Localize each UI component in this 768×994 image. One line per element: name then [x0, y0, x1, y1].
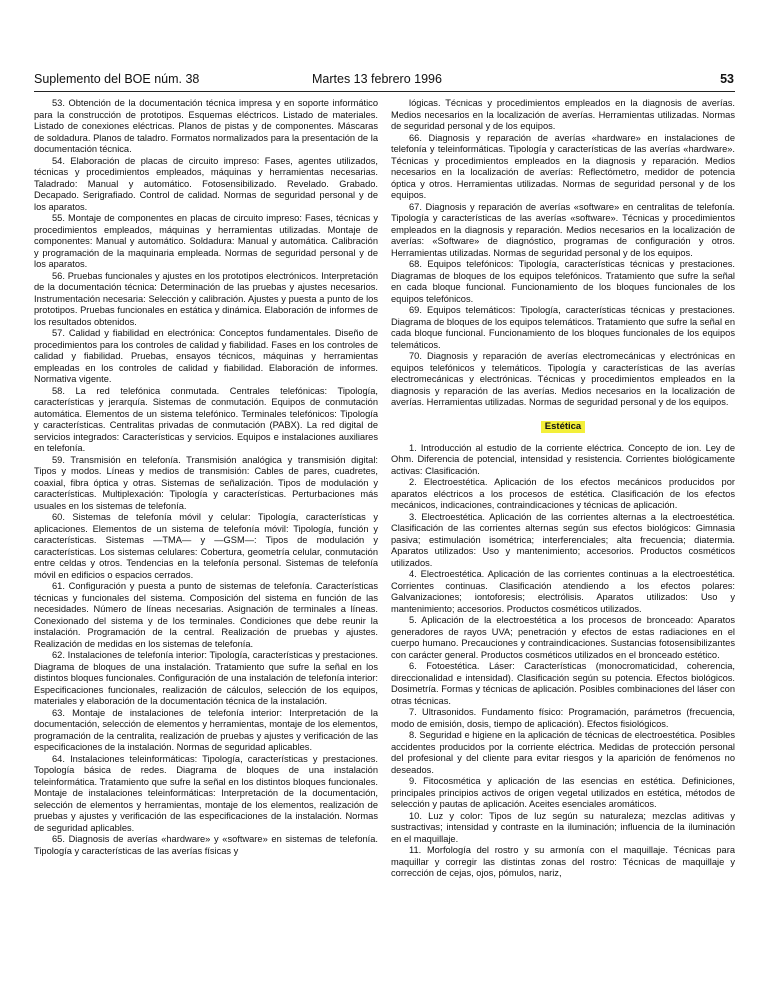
paragraph: 53. Obtención de la documentación técnica impresa y en soporte informático para la construcción de prototipos. Esquemas eléctricos. Listado de materiales. Listado de conexiones eléctricas. Planos de pistas y de componentes. Máscaras de soldadura. Planos de taladro. Formatos normalizados para la presentación de la documentación técnica.: [34, 98, 378, 154]
right-column: [391, 98, 735, 988]
paragraph: 56. Pruebas funcionales y ajustes en los prototipos electrónicos. Interpretación de la documentación técnica: Determinación de las pruebas y ajustes necesarios. Instrumentación necesaria: Selección y calibración. Ajustes y puesta a punto de los prototipos. Pruebas funcionales en estática y dinámica. Elaboración de informes de los resultados obtenidos.: [34, 270, 378, 327]
publication-name: Suplemento del BOE núm. 38: [34, 72, 200, 86]
paragraph: 5. Aplicación de la electroestética a los procesos de bronceado: Aparatos generadores de rayos UVA; penetración y efectos de estas radiaciones en el cuerpo humano. Precauciones y contraindicaciones. Sustancias fotosensibilizantes con carácter general. Productos cosméticos utilizados en el bronceado estético.: [391, 615, 735, 660]
paragraph: 1. Introducción al estudio de la corriente eléctrica. Concepto de ion. Ley de Ohm. Diferencia de potencial, intensidad y resistencia. Corrientes biológicamente activas: Clasificación.: [391, 442, 735, 476]
section-heading: Estética: [541, 421, 585, 433]
paragraph: 6. Fotoestética. Láser: Características (monocromaticidad, coherencia, direccionalidad e intensidad). Clasificación según su potencia. Efectos biológicos. Dosimetría. Formas y técnicas de aplicación. Posibles combinaciones del láser con otras técnicas.: [391, 661, 735, 706]
publication-date: Martes 13 febrero 1996: [312, 72, 442, 86]
paragraph: 67. Diagnosis y reparación de averías «software» en centralitas de telefonía. Tipología y características de las averías «software». Técnicas y procedimientos empleados en la diagnosis y reparación. Medios necesarios en la localización de averías: «Software» de diagnóstico, programas de configuración y otros. Herramientas utilizadas. Normas de seguridad personal y de los equipos.: [391, 201, 735, 258]
paragraph: 60. Sistemas de telefonía móvil y celular: Tipología, características y aplicaciones. Elementos de un sistema de telefonía móvil: Tipología, función y características. Sistemas —TMA— y —GSM—: Tipos de modulación y características. Los sistemas celulares: Cobertura, geometría celular, conmutación entre celdas y otros. Tendencias en la telefonía personal. Sistemas de telefonía móvil en edificios o espacios cerrados.: [34, 512, 378, 580]
right-column-bottom-section: [391, 443, 735, 880]
paragraph: 68. Equipos telefónicos: Tipología, características técnicas y prestaciones. Diagramas de bloques de los equipos telefónicos. Tratamiento que sufre la señal en cada bloque funcional. Funcionamiento de los bloques funcionales de los equipos telefónicos.: [391, 259, 735, 304]
paragraph: 57. Calidad y fiabilidad en electrónica: Conceptos fundamentales. Diseño de procedimientos para los controles de calidad y fiabilidad. Fases en los controles de calidad y fiabilidad. Pruebas, ensayos técnicos, máquinas y herramientas empleadas en los controles de calidad y fiabilidad. Elaboración de informes. Normativa vigente.: [34, 328, 378, 384]
page-number: 53: [720, 72, 734, 86]
header-rule: [34, 91, 735, 92]
paragraph: 65. Diagnosis de averías «hardware» y «software» en sistemas de telefonía. Tipología y características de las averías físicas y: [34, 834, 378, 856]
section-heading-block: [391, 421, 735, 433]
paragraph: 8. Seguridad e higiene en la aplicación de técnicas de electroestética. Posibles accidentes producidos por la corriente eléctrica. Medidas de protección personal del profesional y del cliente para evitar riesgos y la aparición de fenómenos no deseados.: [391, 730, 735, 775]
paragraph: 3. Electroestética. Aplicación de las corrientes alternas a la electroestética. Clasificación de las corrientes alternas según sus efectos biológicos: Gimnasia pasiva; estimulación isométrica; interferenciales; alta frecuencia; diatermia. Aparatos utilizados: Uso y mantenimiento; accesorios. Productos cosméticos utilizados.: [391, 511, 735, 568]
paragraph: 54. Elaboración de placas de circuito impreso: Fases, agentes utilizados, técnicas y procedimientos empleados, máquinas y herramientas necesarias. Taladrado: Manual y automático. Fotosensibilizado. Revelado. Grabado. Decapado. Serigrafiado. Control de calidad. Normas de seguridad personal y de los aparatos.: [34, 155, 378, 212]
paragraph: 59. Transmisión en telefonía. Transmisión analógica y transmisión digital: Tipos y modos. Líneas y medios de transmisión: Cables de pares, cuadretes, coaxial, fibra óptica y otras. Sistemas de señalización. Tipos de modulación y características. Multiplexación: Tipología y características. Perturbaciones más usuales en los sistemas de telefonía.: [34, 454, 378, 511]
paragraph: 66. Diagnosis y reparación de averías «hardware» en instalaciones de telefonía y teleinformáticas. Tipología y características de las averías «hardware». Técnicas y procedimientos empleados en la diagnosis y reparación. Medios necesarios en la localización de averías: Reflectómetro, medidor de potencia óptica y otros. Herramientas utilizadas. Normas de seguridad personal y de los equipos.: [391, 132, 735, 200]
paragraph: 55. Montaje de componentes en placas de circuito impreso: Fases, técnicas y procedimientos empleados, máquinas y herramientas utilizadas. Montaje de componentes: Manual y automático. Soldadura: Manual y automática. Calibración y programación de la maquinaria empleada. Normas de seguridad personal y de los aparatos.: [34, 213, 378, 269]
paragraph: 10. Luz y color: Tipos de luz según su naturaleza; mezclas aditivas y sustractivas; intensidad y contraste en la iluminación; influencia de la iluminación en el maquillaje.: [391, 810, 735, 844]
paragraph: 7. Ultrasonidos. Fundamento físico: Programación, parámetros (frecuencia, modo de emisión, dosis, tiempo de aplicación). Efectos fisiológicos.: [391, 707, 735, 729]
paragraph: 70. Diagnosis y reparación de averías electromecánicas y electrónicas en equipos telefónicos y telemáticos. Tipología y características de las averías electromecánicas y electrónicas. Técnicas y procedimientos empleados en la diagnosis y reparación de las averías. Medios necesarios en la localización de averías. Herramientas utilizadas. Normas de seguridad personal y de los equipos.: [391, 351, 735, 407]
left-column: [34, 98, 378, 988]
paragraph: 9. Fitocosmética y aplicación de las esencias en estética. Definiciones, principales principios activos de origen vegetal utilizados en estética, métodos de selección y pautas de aplicación. Aceites esenciales aromáticos.: [391, 776, 735, 809]
paragraph: 58. La red telefónica conmutada. Centrales telefónicas: Tipología, características y jerarquía. Sistemas de conmutación. Equipos de conmutación automática. Elementos de un sistema telefónico. Terminales telefónicos: Tipología y características. Centralitas privadas de conmutación (PABX). La red digital de servicios integrados: Características y servicios. Equipos e instalaciones auxiliares en telefonía.: [34, 385, 378, 453]
paragraph: 11. Morfología del rostro y su armonía con el maquillaje. Técnicas para maquillar y corregir las distintas zonas del rostro: Técnicas de maquillaje y corrección de cejas, ojos, pómulos, nariz,: [391, 845, 735, 878]
paragraph: 69. Equipos telemáticos: Tipología, características técnicas y prestaciones. Diagrama de bloques de los equipos telemáticos. Tratamiento que sufre la señal en cada bloque funcional. Funcionamiento de los bloques funcionales de los equipos telemáticos.: [391, 305, 735, 350]
paragraph: lógicas. Técnicas y procedimientos empleados en la diagnosis de averías. Medios necesarios en la localización de averías. Herramientas utilizadas. Normas de seguridad personal y de los equipos.: [391, 98, 735, 131]
paragraph: 4. Electroestética. Aplicación de las corrientes continuas a la electroestética. Corrientes continuas. Clasificación atendiendo a los efectos polares: Galvanizaciones; iontoforesis; electrólisis. Aparatos utilizados: Uso y mantenimiento; accesorios. Productos cosméticos utilizados.: [391, 569, 735, 614]
paragraph: 62. Instalaciones de telefonía interior: Tipología, características y prestaciones. Diagrama de bloques de una instalación. Tratamiento que sufre la señal en los distintos bloques funcionales. Configuración de una instalación de telefonía interior: Especificaciones funcionales, realización de cálculos, selección de los equipos, materiales y elaboración de la documentación técnica de la instalación.: [34, 650, 378, 706]
page-header: [34, 72, 734, 90]
paragraph: 63. Montaje de instalaciones de telefonía interior: Interpretación de la documentación, selección de elementos y herramientas, montaje de los elementos, programación de la centralita, realización de pruebas y ajustes y verificación de las especificaciones de la instalación. Normas de seguridad aplicables.: [34, 707, 378, 752]
paragraph: 2. Electroestética. Aplicación de los efectos mecánicos producidos por aparatos eléctricos a los procesos de estética. Clasificación de los efectos mecánicos, indicaciones, contraindicaciones y técnicas de aplicación.: [391, 477, 735, 510]
paragraph: 64. Instalaciones teleinformáticas: Tipología, características y prestaciones. Topología básica de redes. Diagrama de bloques de una instalación teleinformática. Tratamiento que sufre la señal en los distintos bloques funcionales. Montaje de instalaciones teleinformáticas: Interpretación de la documentación, selección de elementos y herramientas, montaje de los elementos, realización de pruebas y ajustes y verificación de las especificaciones de la instalación. Normas de seguridad aplicables.: [34, 753, 378, 833]
right-column-top-section: [391, 98, 735, 409]
paragraph: 61. Configuración y puesta a punto de sistemas de telefonía. Características técnicas y funcionales del sistema. Composición del sistema en función de las necesidades. Número de líneas necesarias. Asignación de terminales a líneas. Conexionado del sistema y de los terminales. Condiciones que debe reunir la instalación. Programación de la central. Realización de pruebas y ajustes. Realización de medidas en los sistemas de telefonía.: [34, 581, 378, 649]
